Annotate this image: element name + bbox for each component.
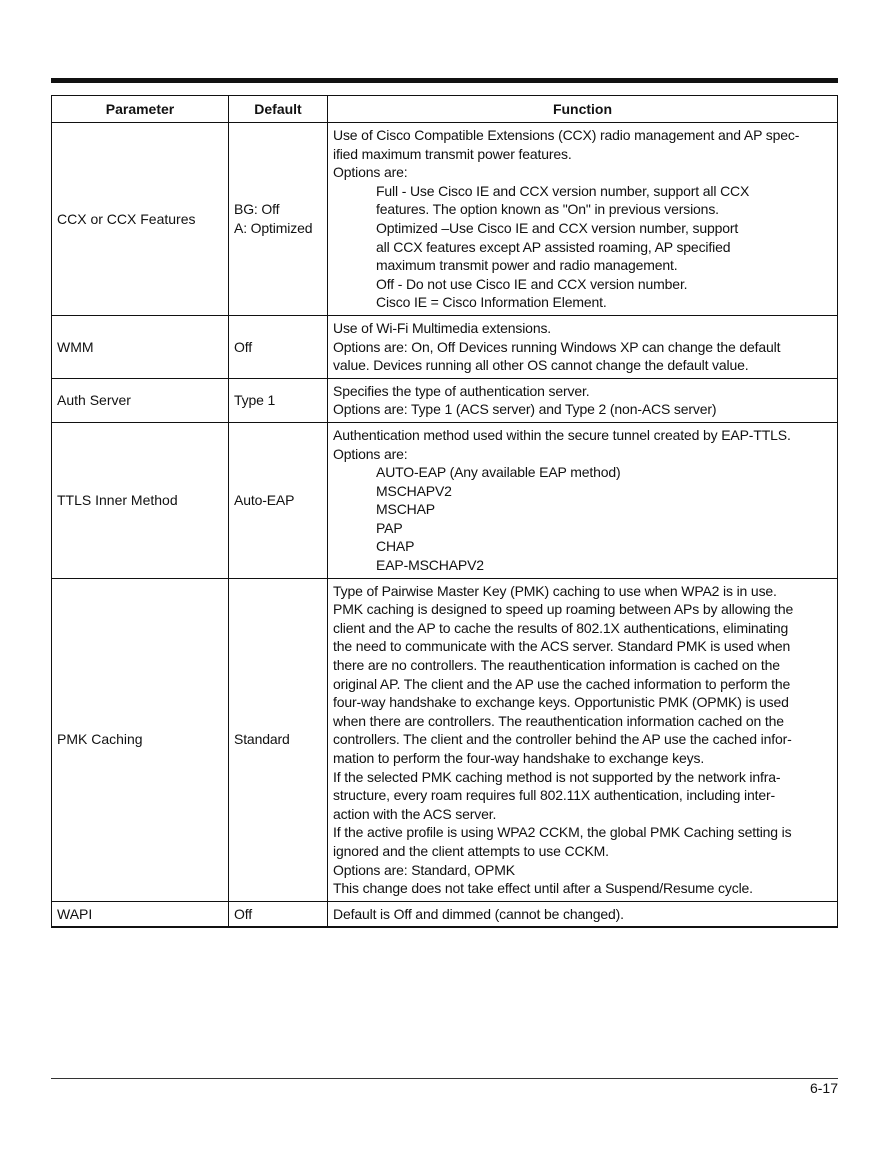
function-line: Cisco IE = Cisco Information Element. bbox=[376, 294, 607, 311]
table-body bbox=[52, 123, 838, 928]
function-line: structure, every roam requires full 802.11X authentication, including inter- bbox=[333, 787, 776, 804]
cell-parameter: Auth Server bbox=[52, 378, 229, 422]
bottom-rule bbox=[51, 1078, 838, 1079]
function-line: Full - Use Cisco IE and CCX version number, support all CCX bbox=[376, 182, 750, 199]
cell-function bbox=[328, 901, 838, 927]
function-line: MSCHAPV2 bbox=[376, 482, 452, 499]
function-line: This change does not take effect until after a Suspend/Resume cycle. bbox=[333, 880, 753, 897]
function-line: mation to perform the four-way handshake to exchange keys. bbox=[333, 750, 705, 766]
cell-parameter: WAPI bbox=[52, 901, 229, 927]
function-line: Options are: Standard, OPMK bbox=[333, 861, 515, 878]
function-line: EAP-MSCHAPV2 bbox=[376, 557, 484, 574]
function-line: value. Devices running all other OS cannot change the default value. bbox=[333, 357, 749, 374]
function-line: original AP. The client and the AP use the cached information to perform the bbox=[333, 675, 791, 692]
function-line: Use of Wi-Fi Multimedia extensions. bbox=[333, 319, 552, 336]
function-line: If the active profile is using WPA2 CCKM, the global PMK Caching setting is bbox=[333, 824, 792, 841]
function-line: features. The option known as "On" in previous versions. bbox=[376, 201, 719, 218]
function-line: the need to communicate with the ACS server. Standard PMK is used when bbox=[333, 638, 791, 655]
cell-default bbox=[229, 123, 328, 316]
table-row bbox=[52, 378, 838, 422]
default-line: Standard bbox=[234, 731, 290, 748]
cell-function bbox=[328, 123, 838, 316]
function-line: Options are: bbox=[333, 445, 408, 462]
function-line: controllers. The client and the controller behind the AP use the cached infor- bbox=[333, 731, 792, 748]
table-header-row bbox=[52, 96, 838, 123]
function-line: client and the AP to cache the results of 802.1X authentications, eliminating bbox=[333, 619, 789, 636]
cell-parameter: TTLS Inner Method bbox=[52, 422, 229, 578]
header-function: Function bbox=[328, 96, 838, 123]
function-line: MSCHAP bbox=[376, 501, 435, 518]
function-line: Options are: On, Off Devices running Windows XP can change the default bbox=[333, 338, 781, 355]
cell-parameter: WMM bbox=[52, 315, 229, 378]
page-number: 6-17 bbox=[809, 1080, 838, 1096]
function-line: there are no controllers. The reauthentication information is cached on the bbox=[333, 657, 780, 674]
table-row bbox=[52, 578, 838, 901]
function-line: action with the ACS server. bbox=[333, 805, 497, 822]
header-parameter: Parameter bbox=[52, 96, 229, 123]
function-line: all CCX features except AP assisted roaming, AP specified bbox=[376, 238, 731, 255]
cell-default bbox=[229, 578, 328, 901]
function-line: four-way handshake to exchange keys. Opportunistic PMK (OPMK) is used bbox=[333, 694, 789, 711]
function-line: Off - Do not use Cisco IE and CCX version number. bbox=[376, 275, 688, 292]
header-default: Default bbox=[229, 96, 328, 123]
table-row bbox=[52, 422, 838, 578]
function-line: ified maximum transmit power features. bbox=[333, 145, 572, 162]
function-line: If the selected PMK caching method is not supported by the network infra- bbox=[333, 768, 781, 785]
default-line: A: Optimized bbox=[234, 219, 313, 236]
function-line: Optimized –Use Cisco IE and CCX version number, support bbox=[376, 219, 739, 236]
table-row bbox=[52, 901, 838, 927]
function-line: Specifies the type of authentication server. bbox=[333, 382, 590, 399]
top-rule bbox=[51, 78, 838, 83]
function-line: Authentication method used within the secure tunnel created by EAP-TTLS. bbox=[333, 426, 791, 443]
function-line: Options are: bbox=[333, 164, 408, 181]
function-line: Default is Off and dimmed (cannot be changed). bbox=[333, 905, 624, 922]
default-line: Auto-EAP bbox=[234, 491, 295, 508]
cell-default bbox=[229, 315, 328, 378]
function-line: ignored and the client attempts to use CCKM. bbox=[333, 842, 609, 859]
cell-default bbox=[229, 422, 328, 578]
function-line: Use of Cisco Compatible Extensions (CCX) radio management and AP spec- bbox=[333, 127, 800, 143]
cell-default bbox=[229, 901, 328, 927]
function-line: maximum transmit power and radio management. bbox=[376, 257, 678, 274]
cell-parameter: CCX or CCX Features bbox=[52, 123, 229, 316]
cell-function bbox=[328, 378, 838, 422]
function-line: PAP bbox=[376, 519, 403, 536]
cell-parameter: PMK Caching bbox=[52, 578, 229, 901]
default-line: BG: Off bbox=[234, 201, 280, 218]
function-line: AUTO-EAP (Any available EAP method) bbox=[376, 464, 621, 481]
default-line: Type 1 bbox=[234, 392, 276, 409]
function-line: CHAP bbox=[376, 538, 415, 555]
table-row bbox=[52, 123, 838, 316]
cell-function bbox=[328, 315, 838, 378]
function-line: Type of Pairwise Master Key (PMK) caching to use when WPA2 is in use. bbox=[333, 582, 777, 599]
function-line: Options are: Type 1 (ACS server) and Type 2 (non-ACS server) bbox=[333, 401, 717, 418]
default-line: Off bbox=[234, 338, 252, 355]
table-row bbox=[52, 315, 838, 378]
default-line: Off bbox=[234, 905, 252, 922]
cell-default bbox=[229, 378, 328, 422]
function-line: when there are controllers. The reauthentication information cached on the bbox=[333, 712, 784, 729]
parameters-table bbox=[51, 95, 838, 928]
cell-function bbox=[328, 578, 838, 901]
cell-function bbox=[328, 422, 838, 578]
function-line: PMK caching is designed to speed up roaming between APs by allowing the bbox=[333, 601, 794, 618]
